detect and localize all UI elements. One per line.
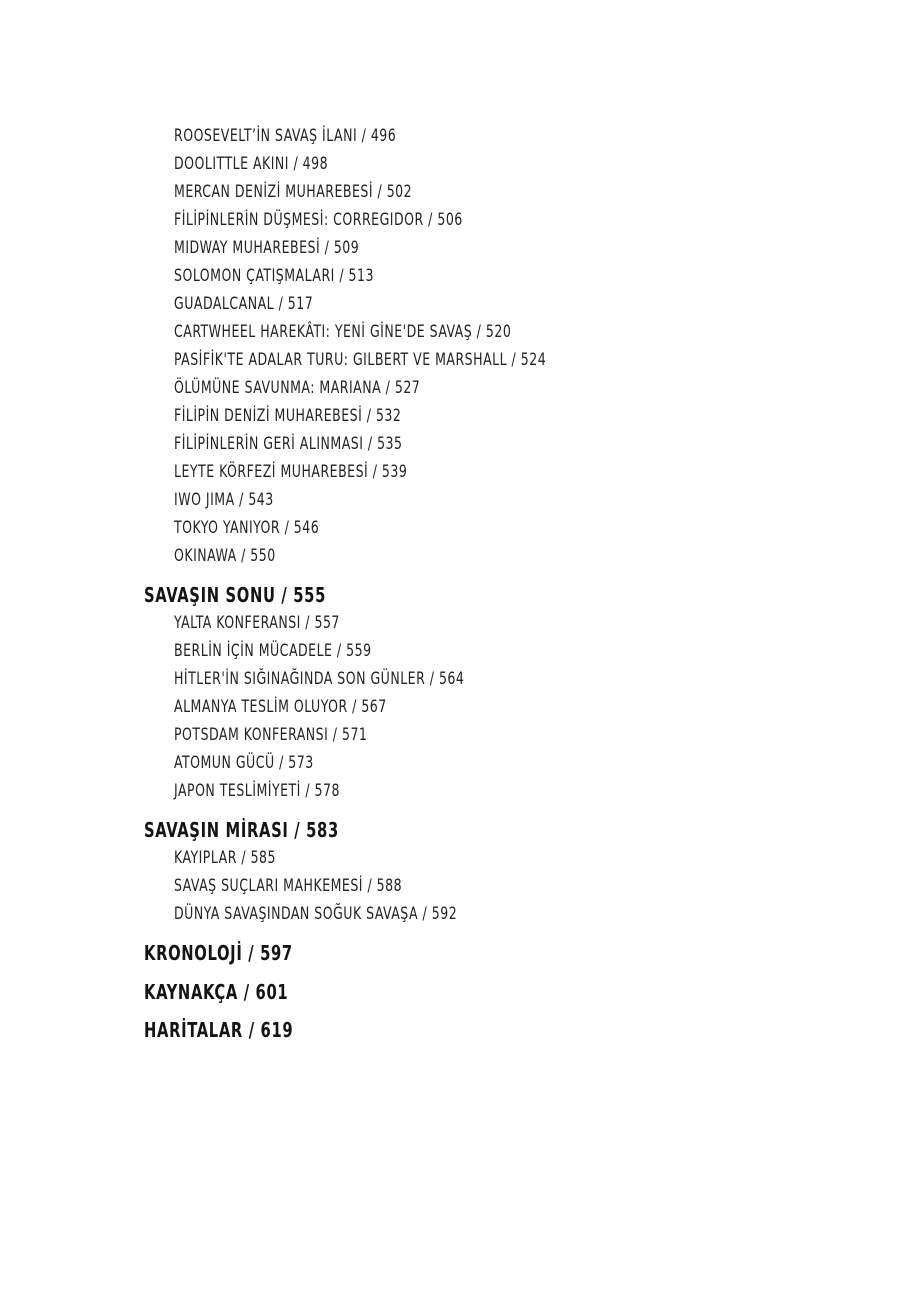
toc-entry[interactable]: LEYTE KÖRFEZİ MUHAREBESİ / 539: [174, 462, 408, 482]
toc-heading-savasin-sonu[interactable]: SAVAŞIN SONU / 555: [144, 583, 327, 607]
toc-entry[interactable]: PASİFİK'TE ADALAR TURU: GILBERT VE MARSHALL / 524: [174, 350, 547, 370]
toc-entry[interactable]: FİLİPİNLERİN GERİ ALINMASI / 535: [174, 434, 403, 454]
toc-entry[interactable]: ATOMUN GÜCÜ / 573: [174, 753, 314, 773]
toc-entry[interactable]: JAPON TESLİMİYETİ / 578: [174, 781, 340, 801]
toc-entry[interactable]: BERLİN İÇİN MÜCADELE / 559: [174, 641, 372, 661]
toc-entry[interactable]: SAVAŞ SUÇLARI MAHKEMESİ / 588: [174, 876, 403, 896]
toc-entry[interactable]: TOKYO YANIYOR / 546: [174, 518, 320, 538]
toc-entry[interactable]: HİTLER'İN SIĞINAĞINDA SON GÜNLER / 564: [174, 669, 465, 689]
toc-entry[interactable]: ÖLÜMÜNE SAVUNMA: MARIANA / 527: [174, 378, 421, 398]
toc-entry[interactable]: DÜNYA SAVAŞINDAN SOĞUK SAVAŞA / 592: [174, 904, 458, 924]
toc-entry[interactable]: IWO JIMA / 543: [174, 490, 274, 510]
toc-heading-kaynakca[interactable]: KAYNAKÇA / 601: [144, 980, 289, 1004]
toc-entry[interactable]: GUADALCANAL / 517: [174, 294, 314, 314]
toc-heading-kronoloji[interactable]: KRONOLOJİ / 597: [144, 941, 293, 965]
toc-entry[interactable]: ROOSEVELT’İN SAVAŞ İLANI / 496: [174, 126, 397, 146]
toc-entry[interactable]: YALTA KONFERANSI / 557: [174, 613, 340, 633]
toc-heading-haritalar[interactable]: HARİTALAR / 619: [144, 1018, 294, 1042]
toc-entry[interactable]: KAYIPLAR / 585: [174, 848, 277, 868]
toc-entry[interactable]: FİLİPİNLERİN DÜŞMESİ: CORREGIDOR / 506: [174, 210, 463, 230]
toc-entry[interactable]: POTSDAM KONFERANSI / 571: [174, 725, 368, 745]
toc-entry[interactable]: MERCAN DENİZİ MUHAREBESİ / 502: [174, 182, 413, 202]
toc-entry[interactable]: OKINAWA / 550: [174, 546, 276, 566]
toc-entry[interactable]: MIDWAY MUHAREBESİ / 509: [174, 238, 360, 258]
toc-heading-savasin-mirasi[interactable]: SAVAŞIN MİRASI / 583: [144, 818, 339, 842]
toc-entry[interactable]: CARTWHEEL HAREKÂTI: YENİ GİNE'DE SAVAŞ / 520: [174, 322, 512, 342]
toc-entry[interactable]: FİLİPİN DENİZİ MUHAREBESİ / 532: [174, 406, 402, 426]
toc-entry[interactable]: ALMANYA TESLİM OLUYOR / 567: [174, 697, 387, 717]
toc-entry[interactable]: SOLOMON ÇATIŞMALARI / 513: [174, 266, 374, 286]
toc-entry[interactable]: DOOLITTLE AKINI / 498: [174, 154, 329, 174]
